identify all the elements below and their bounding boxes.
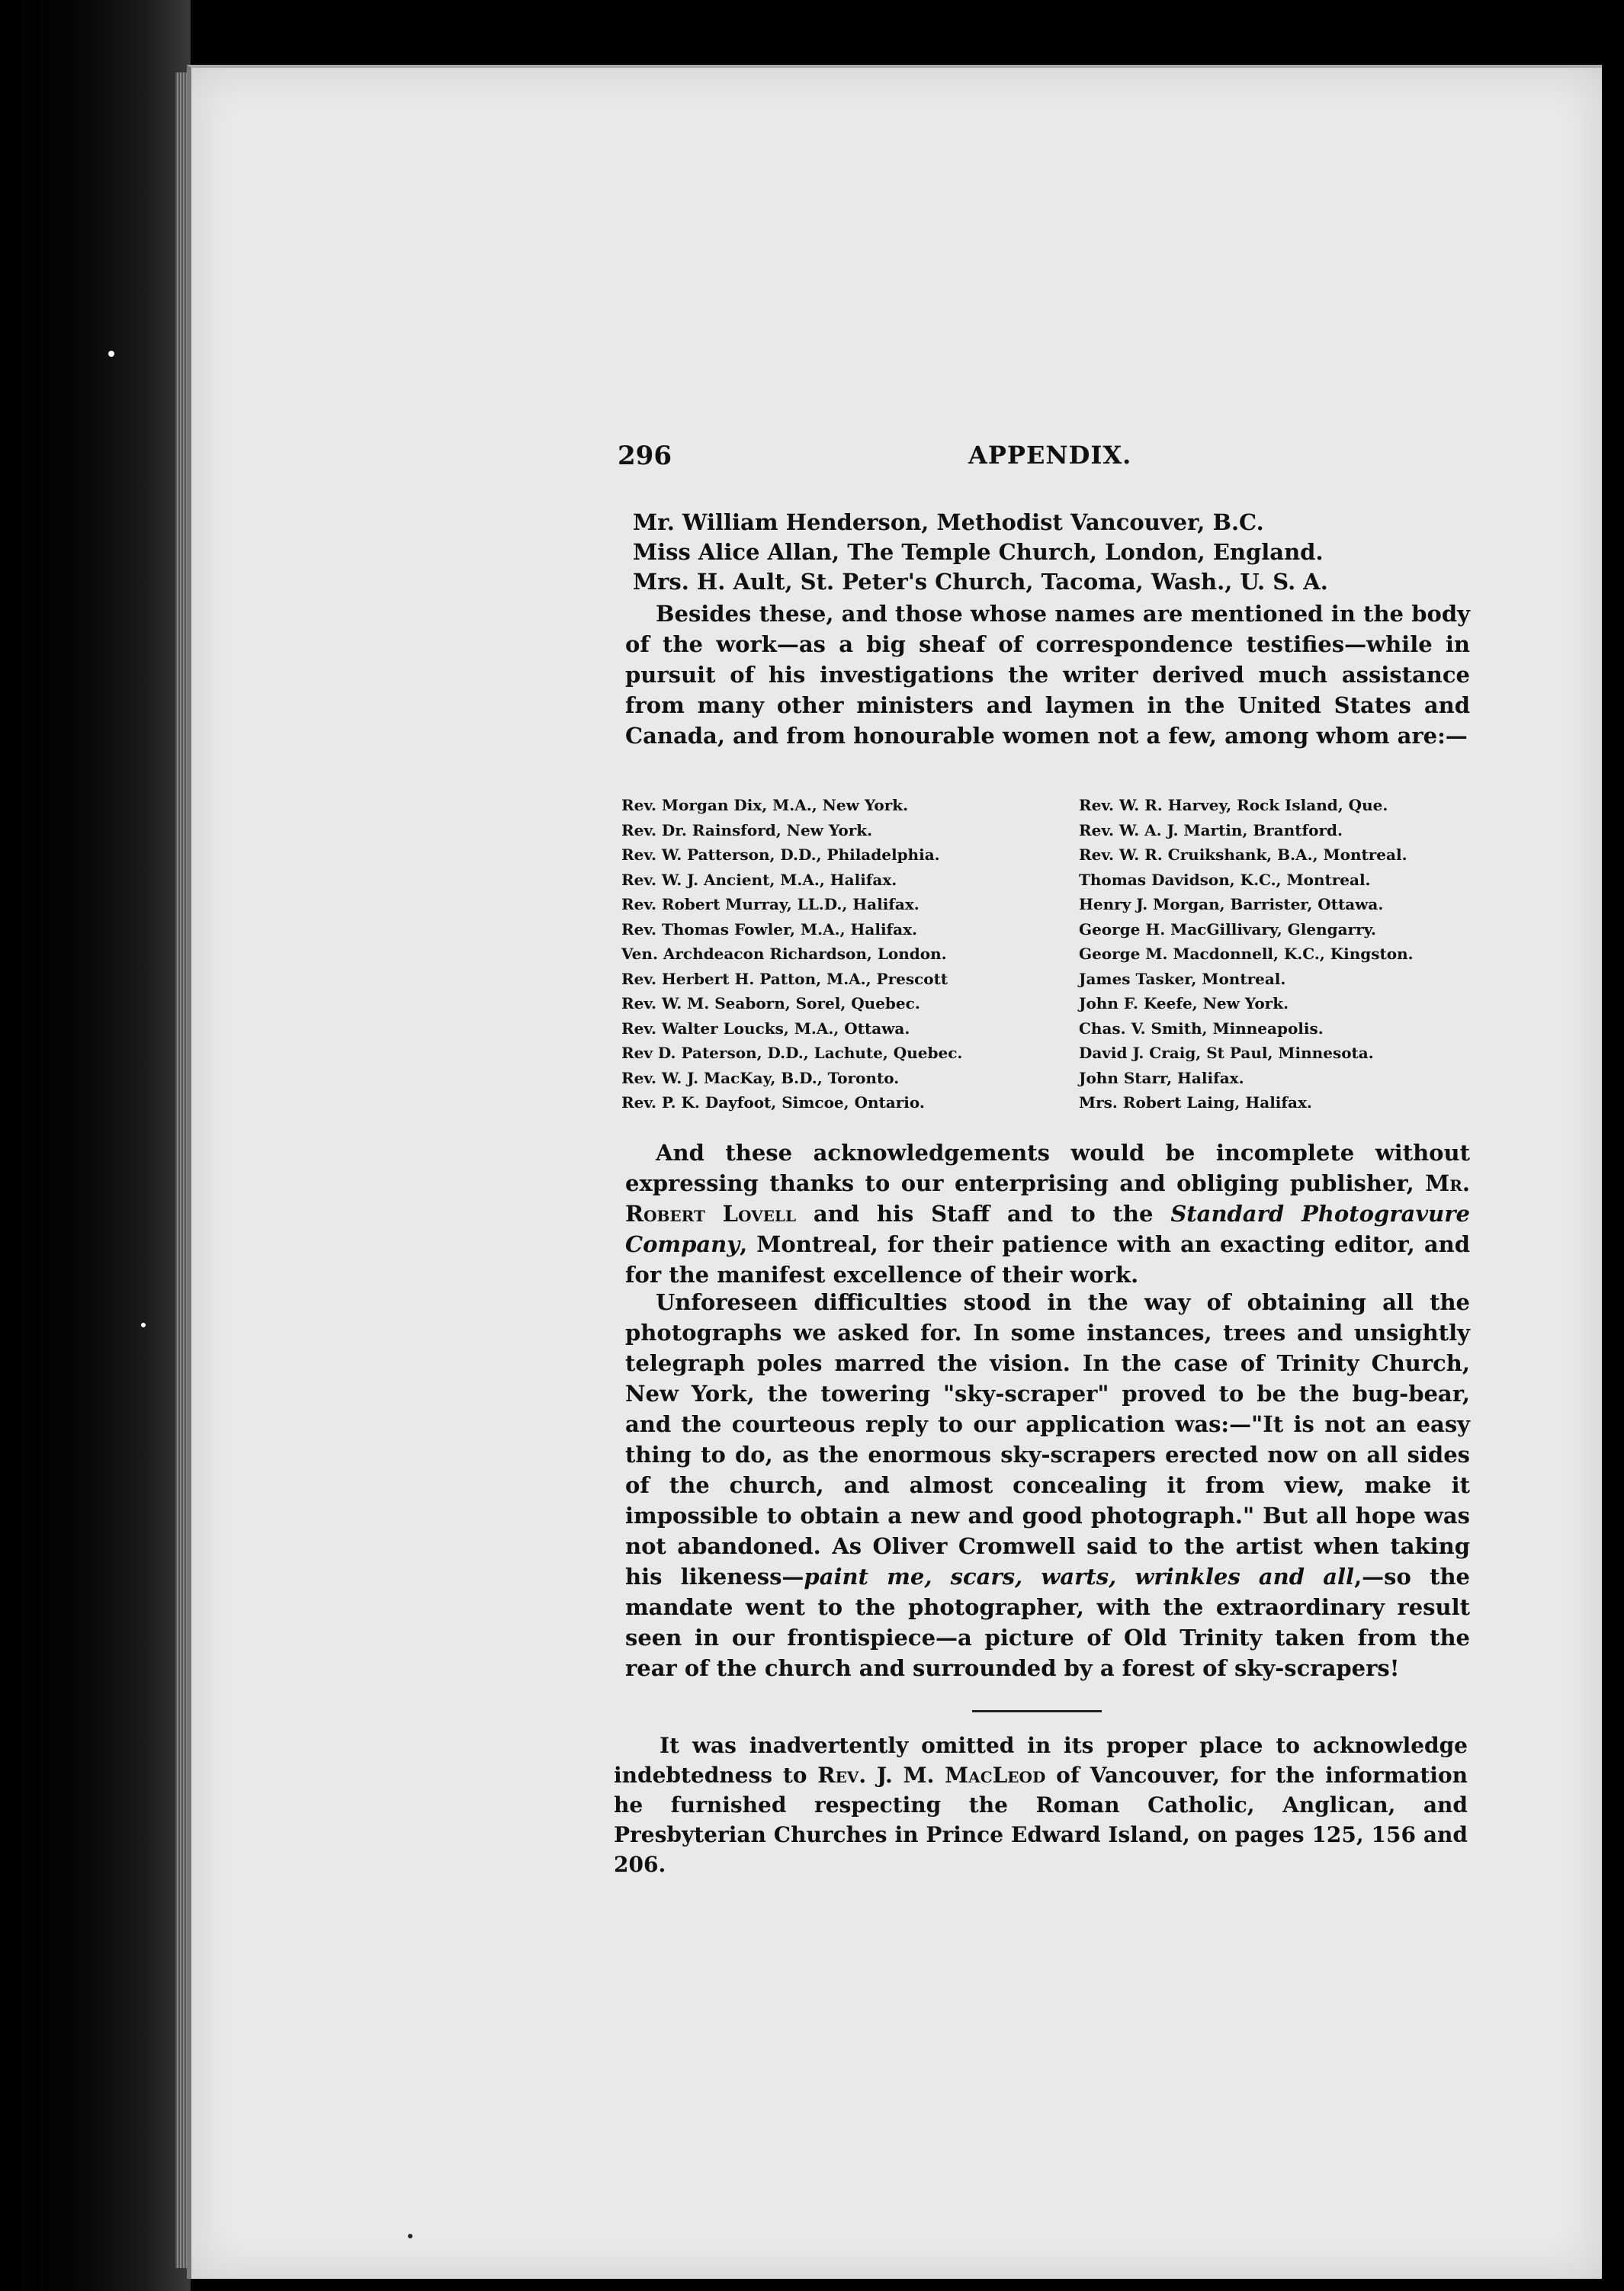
book-gutter bbox=[0, 0, 191, 2291]
name-entry: Rev. W. J. MacKay, B.D., Toronto. bbox=[621, 1068, 900, 1087]
name-entry: Rev. W. J. Ancient, M.A., Halifax. bbox=[621, 870, 897, 889]
name-entry: Rev D. Paterson, D.D., Lachute, Quebec. bbox=[621, 1044, 963, 1062]
scan-speck bbox=[408, 2234, 412, 2238]
scan-speck bbox=[108, 351, 114, 357]
name-entry: George M. Macdonnell, K.C., Kingston. bbox=[1079, 945, 1414, 963]
paragraph-besides: Besides these, and those whose names are mentioned in the body of the work—as a big sheaf of correspondence testifies—while in pursuit of his investigations the writer derived much assistance from many other ministers and laymen in the United States and Canada, and from honourable women not a few, among whom are:— bbox=[625, 601, 1470, 749]
name-entry: Rev. Dr. Rainsford, New York. bbox=[621, 820, 873, 839]
name-entry: Mrs. Robert Laing, Halifax. bbox=[1079, 1093, 1312, 1112]
names-column-left bbox=[621, 793, 1048, 1115]
page-header bbox=[618, 441, 1472, 471]
name-entry: John F. Keefe, New York. bbox=[1079, 994, 1289, 1012]
running-head: APPENDIX. bbox=[968, 441, 1132, 470]
name-entry: Rev. Morgan Dix, M.A., New York. bbox=[621, 796, 909, 814]
text-run: and his Staff and to the bbox=[796, 1201, 1171, 1227]
paragraph-difficulties bbox=[625, 1287, 1470, 1683]
name-entry: Rev. P. K. Dayfoot, Simcoe, Ontario. bbox=[621, 1093, 925, 1112]
name-entry: Ven. Archdeacon Richardson, London. bbox=[621, 945, 947, 963]
name-entry: David J. Craig, St Paul, Minnesota. bbox=[1079, 1044, 1374, 1062]
scan-speck bbox=[141, 1323, 146, 1327]
name-entry: Rev. W. A. J. Martin, Brantford. bbox=[1079, 820, 1343, 839]
text-run: Unforeseen difficulties stood in the way of obtaining all the photographs we asked for. In some instances, trees and unsightly telegraph poles marred the vision. In the case of Trinity Church, New York, the towering "sky-scraper" proved to be the bug-bear, and the courteous reply to our application was:—"It is not an easy thing to do, as the enormous sky-scrapers erected now on all sides of the church, and almost concealing it from view, make it impossible to obtain a new and good photograph." But all hope was not abandoned. As Oliver Cromwell said to the artist when taking his likeness— bbox=[625, 1289, 1470, 1590]
address-line: Miss Alice Allan, The Temple Church, London, England. bbox=[633, 539, 1324, 565]
cromwell-quote: paint me, scars, warts, wrinkles and all bbox=[804, 1564, 1355, 1590]
name-entry: Rev. W. M. Seaborn, Sorel, Quebec. bbox=[621, 994, 920, 1012]
name-entry: Chas. V. Smith, Minneapolis. bbox=[1079, 1019, 1324, 1038]
text-run: It was inadvertently omitted in its proper place to acknowledge indebtedness to bbox=[614, 1733, 1468, 1788]
name-entry: John Starr, Halifax. bbox=[1079, 1068, 1244, 1087]
name-entry: Rev. Herbert H. Patton, M.A., Prescott bbox=[621, 969, 948, 988]
name-entry: James Tasker, Montreal. bbox=[1079, 969, 1286, 988]
text-run: of Vancouver, for the information he furnished respecting the Roman Catholic, Anglican, and Presbyterian Churches in Prince Edward Island, on pages 125, 156 and 206. bbox=[614, 1763, 1468, 1877]
paragraph-acknowledgements bbox=[625, 1137, 1470, 1290]
macleod-name: Rev. J. M. MacLeod bbox=[817, 1763, 1046, 1788]
name-entry: Thomas Davidson, K.C., Montreal. bbox=[1079, 870, 1371, 889]
names-list bbox=[621, 793, 1475, 1115]
paragraph-omission-note bbox=[614, 1731, 1468, 1879]
address-line: Mr. William Henderson, Methodist Vancouver, B.C. bbox=[633, 509, 1264, 535]
publisher-name: Mr. Robert Lovell bbox=[625, 1170, 1470, 1227]
section-divider bbox=[972, 1710, 1102, 1712]
names-column-right bbox=[1079, 793, 1475, 1115]
name-entry: George H. MacGillivary, Glengarry. bbox=[1079, 919, 1376, 939]
name-entry: Rev. W. R. Harvey, Rock Island, Que. bbox=[1079, 796, 1388, 814]
name-entry: Henry J. Morgan, Barrister, Ottawa. bbox=[1079, 895, 1384, 913]
company-name: Standard Photogravure Company bbox=[625, 1201, 1470, 1257]
text-run: And these acknowledgements would be incomplete without expressing thanks to our enterprising and obliging publisher, bbox=[625, 1140, 1470, 1196]
name-entry: Rev. W. Patterson, D.D., Philadelphia. bbox=[621, 845, 940, 864]
name-entry: Rev. Robert Murray, LL.D., Halifax. bbox=[621, 895, 920, 913]
name-entry: Rev. Thomas Fowler, M.A., Halifax. bbox=[621, 919, 917, 939]
text-run: ,—so the mandate went to the photographer, with the extraordinary result seen in our frontispiece—a picture of Old Trinity taken from the rear of the church and surrounded by a forest of sky-scrapers! bbox=[625, 1564, 1470, 1681]
address-lines bbox=[633, 509, 1472, 598]
name-entry: Rev. W. R. Cruikshank, B.A., Montreal. bbox=[1079, 845, 1407, 864]
name-entry: Rev. Walter Loucks, M.A., Ottawa. bbox=[621, 1019, 910, 1038]
text-run: , Montreal, for their patience with an exacting editor, and for the manifest excellence of their work. bbox=[625, 1231, 1470, 1288]
address-line: Mrs. H. Ault, St. Peter's Church, Tacoma, Wash., U. S. A. bbox=[633, 569, 1328, 595]
page-number: 296 bbox=[618, 441, 672, 471]
